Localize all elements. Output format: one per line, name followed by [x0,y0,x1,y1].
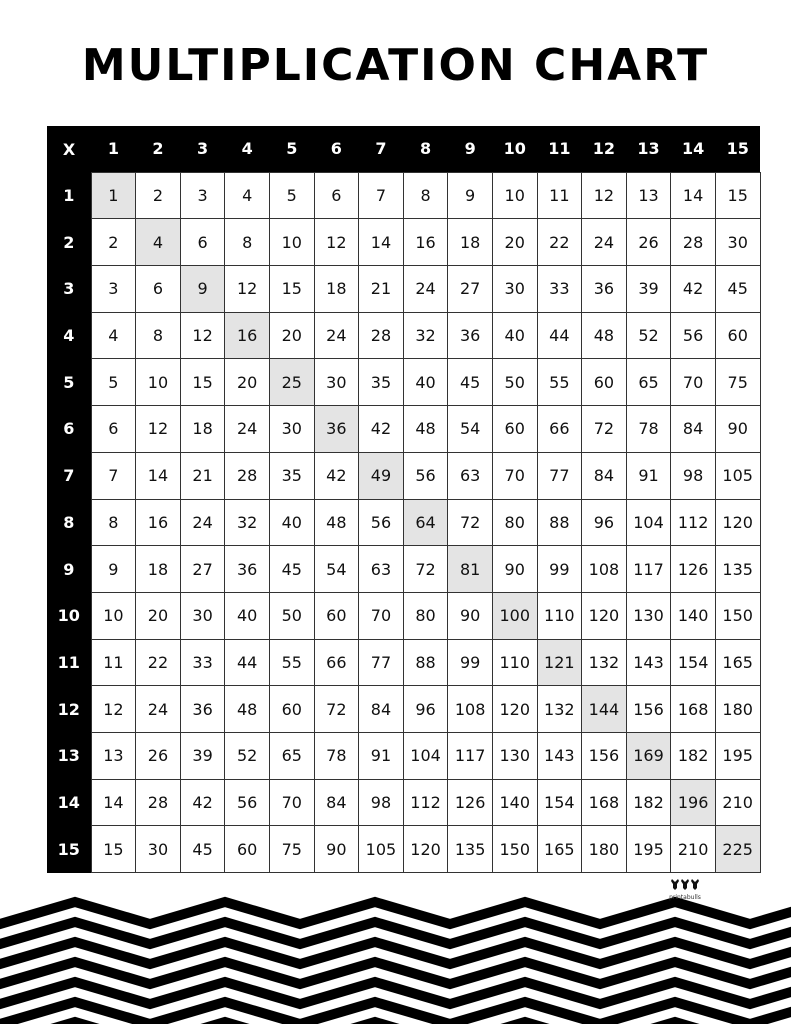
product-cell: 28 [225,452,270,499]
product-cell: 42 [314,452,359,499]
product-cell: 36 [180,686,225,733]
product-cell: 15 [269,266,314,313]
product-cell: 140 [671,592,716,639]
product-cell: 72 [314,686,359,733]
row-header: 11 [47,639,91,686]
printabulls-logo [660,876,710,901]
product-cell: 140 [492,779,537,826]
product-cell: 91 [626,452,671,499]
product-cell: 48 [314,499,359,546]
product-cell: 130 [492,732,537,779]
product-cell: 108 [582,546,627,593]
product-cell: 48 [582,312,627,359]
product-cell: 165 [537,826,582,873]
product-cell: 210 [671,826,716,873]
product-cell: 120 [403,826,448,873]
product-cell: 40 [403,359,448,406]
product-cell: 70 [359,592,404,639]
product-cell: 45 [715,266,760,313]
column-header: 15 [715,126,760,172]
square-cell: 1 [91,172,136,219]
product-cell: 15 [91,826,136,873]
product-cell: 5 [269,172,314,219]
product-cell: 21 [359,266,404,313]
table-row [47,219,760,266]
product-cell: 24 [225,406,270,453]
product-cell: 80 [403,592,448,639]
product-cell: 55 [537,359,582,406]
product-cell: 27 [180,546,225,593]
product-cell: 7 [91,452,136,499]
product-cell: 4 [225,172,270,219]
product-cell: 88 [537,499,582,546]
table-row [47,452,760,499]
product-cell: 60 [715,312,760,359]
product-cell: 112 [671,499,716,546]
chevron-pattern [0,890,791,1024]
product-cell: 110 [537,592,582,639]
product-cell: 63 [448,452,493,499]
column-header: 2 [136,126,181,172]
product-cell: 135 [448,826,493,873]
column-header: 8 [403,126,448,172]
product-cell: 65 [269,732,314,779]
product-cell: 180 [582,826,627,873]
product-cell: 66 [537,406,582,453]
product-cell: 35 [269,452,314,499]
square-cell: 196 [671,779,716,826]
product-cell: 30 [715,219,760,266]
product-cell: 32 [225,499,270,546]
square-cell: 64 [403,499,448,546]
product-cell: 168 [671,686,716,733]
column-header: 4 [225,126,270,172]
product-cell: 135 [715,546,760,593]
product-cell: 3 [180,172,225,219]
product-cell: 16 [403,219,448,266]
product-cell: 20 [492,219,537,266]
product-cell: 39 [626,266,671,313]
product-cell: 36 [448,312,493,359]
product-cell: 15 [180,359,225,406]
product-cell: 24 [403,266,448,313]
product-cell: 27 [448,266,493,313]
product-cell: 60 [492,406,537,453]
product-cell: 90 [492,546,537,593]
product-cell: 15 [715,172,760,219]
product-cell: 56 [359,499,404,546]
product-cell: 14 [359,219,404,266]
product-cell: 182 [626,779,671,826]
column-header: 9 [448,126,493,172]
product-cell: 20 [225,359,270,406]
product-cell: 105 [359,826,404,873]
product-cell: 30 [136,826,181,873]
product-cell: 10 [269,219,314,266]
product-cell: 195 [626,826,671,873]
product-cell: 30 [269,406,314,453]
product-cell: 96 [582,499,627,546]
product-cell: 156 [582,732,627,779]
product-cell: 126 [448,779,493,826]
row-header: 9 [47,546,91,593]
product-cell: 6 [91,406,136,453]
product-cell: 65 [626,359,671,406]
square-cell: 81 [448,546,493,593]
product-cell: 72 [403,546,448,593]
product-cell: 39 [180,732,225,779]
product-cell: 88 [403,639,448,686]
product-cell: 195 [715,732,760,779]
product-cell: 6 [314,172,359,219]
table-row [47,359,760,406]
column-header: 13 [626,126,671,172]
product-cell: 11 [537,172,582,219]
product-cell: 10 [492,172,537,219]
product-cell: 35 [359,359,404,406]
product-cell: 132 [582,639,627,686]
product-cell: 56 [671,312,716,359]
product-cell: 42 [671,266,716,313]
product-cell: 8 [225,219,270,266]
product-cell: 52 [626,312,671,359]
product-cell: 55 [269,639,314,686]
product-cell: 28 [671,219,716,266]
product-cell: 3 [91,266,136,313]
product-cell: 104 [403,732,448,779]
product-cell: 18 [180,406,225,453]
table-row [47,686,760,733]
table-row [47,312,760,359]
product-cell: 168 [582,779,627,826]
product-cell: 48 [403,406,448,453]
product-cell: 13 [91,732,136,779]
row-header: 1 [47,172,91,219]
square-cell: 16 [225,312,270,359]
table-row [47,266,760,313]
product-cell: 150 [492,826,537,873]
product-cell: 13 [626,172,671,219]
product-cell: 16 [136,499,181,546]
product-cell: 48 [225,686,270,733]
product-cell: 11 [91,639,136,686]
product-cell: 50 [269,592,314,639]
square-cell: 169 [626,732,671,779]
column-header: 3 [180,126,225,172]
table-row [47,779,760,826]
product-cell: 132 [537,686,582,733]
product-cell: 91 [359,732,404,779]
product-cell: 98 [671,452,716,499]
product-cell: 77 [359,639,404,686]
product-cell: 10 [91,592,136,639]
product-cell: 12 [314,219,359,266]
product-cell: 8 [136,312,181,359]
column-header: 12 [582,126,627,172]
square-cell: 225 [715,826,760,873]
product-cell: 18 [314,266,359,313]
page-title: MULTIPLICATION CHART [81,40,710,91]
product-cell: 156 [626,686,671,733]
product-cell: 45 [448,359,493,406]
product-cell: 78 [626,406,671,453]
bull-heads-icon [670,876,700,892]
product-cell: 70 [269,779,314,826]
product-cell: 26 [136,732,181,779]
square-cell: 36 [314,406,359,453]
row-header: 3 [47,266,91,313]
product-cell: 24 [180,499,225,546]
product-cell: 4 [91,312,136,359]
column-header: 7 [359,126,404,172]
product-cell: 14 [91,779,136,826]
product-cell: 22 [537,219,582,266]
product-cell: 108 [448,686,493,733]
product-cell: 12 [225,266,270,313]
product-cell: 130 [626,592,671,639]
product-cell: 66 [314,639,359,686]
product-cell: 96 [403,686,448,733]
product-cell: 90 [715,406,760,453]
product-cell: 60 [269,686,314,733]
row-header: 15 [47,826,91,873]
product-cell: 104 [626,499,671,546]
product-cell: 22 [136,639,181,686]
product-cell: 42 [359,406,404,453]
product-cell: 40 [269,499,314,546]
table-row [47,732,760,779]
product-cell: 56 [403,452,448,499]
product-cell: 18 [448,219,493,266]
product-cell: 28 [136,779,181,826]
product-cell: 12 [136,406,181,453]
product-cell: 24 [314,312,359,359]
multiplication-table [47,126,761,873]
row-header: 13 [47,732,91,779]
product-cell: 98 [359,779,404,826]
product-cell: 120 [582,592,627,639]
column-header: 1 [91,126,136,172]
product-cell: 9 [91,546,136,593]
product-cell: 120 [715,499,760,546]
product-cell: 44 [225,639,270,686]
product-cell: 10 [136,359,181,406]
product-cell: 90 [448,592,493,639]
square-cell: 121 [537,639,582,686]
product-cell: 6 [136,266,181,313]
product-cell: 72 [448,499,493,546]
product-cell: 105 [715,452,760,499]
column-header: 10 [492,126,537,172]
product-cell: 40 [492,312,537,359]
product-cell: 84 [671,406,716,453]
product-cell: 84 [359,686,404,733]
product-cell: 210 [715,779,760,826]
product-cell: 75 [715,359,760,406]
column-header: 11 [537,126,582,172]
product-cell: 126 [671,546,716,593]
logo-text: printabulls [669,894,701,901]
product-cell: 180 [715,686,760,733]
corner-label: X [47,126,91,172]
product-cell: 42 [180,779,225,826]
product-cell: 2 [136,172,181,219]
product-cell: 165 [715,639,760,686]
table-row [47,592,760,639]
product-cell: 99 [448,639,493,686]
product-cell: 28 [359,312,404,359]
product-cell: 7 [359,172,404,219]
product-cell: 24 [136,686,181,733]
row-header: 2 [47,219,91,266]
product-cell: 120 [492,686,537,733]
product-cell: 150 [715,592,760,639]
product-cell: 12 [582,172,627,219]
product-cell: 112 [403,779,448,826]
product-cell: 2 [91,219,136,266]
column-header: 14 [671,126,716,172]
product-cell: 36 [582,266,627,313]
square-cell: 4 [136,219,181,266]
product-cell: 60 [225,826,270,873]
product-cell: 60 [314,592,359,639]
product-cell: 33 [180,639,225,686]
row-header: 8 [47,499,91,546]
row-header: 14 [47,779,91,826]
column-header: 6 [314,126,359,172]
product-cell: 84 [314,779,359,826]
product-cell: 33 [537,266,582,313]
table-row [47,499,760,546]
product-cell: 110 [492,639,537,686]
row-header: 7 [47,452,91,499]
product-cell: 30 [314,359,359,406]
product-cell: 44 [537,312,582,359]
product-cell: 26 [626,219,671,266]
product-cell: 32 [403,312,448,359]
product-cell: 70 [492,452,537,499]
table-row [47,406,760,453]
row-header: 5 [47,359,91,406]
product-cell: 12 [180,312,225,359]
product-cell: 20 [136,592,181,639]
product-cell: 20 [269,312,314,359]
product-cell: 72 [582,406,627,453]
product-cell: 12 [91,686,136,733]
product-cell: 8 [91,499,136,546]
product-cell: 63 [359,546,404,593]
square-cell: 49 [359,452,404,499]
product-cell: 30 [492,266,537,313]
product-cell: 143 [537,732,582,779]
product-cell: 70 [671,359,716,406]
square-cell: 25 [269,359,314,406]
product-cell: 154 [671,639,716,686]
product-cell: 99 [537,546,582,593]
product-cell: 40 [225,592,270,639]
product-cell: 78 [314,732,359,779]
product-cell: 6 [180,219,225,266]
product-cell: 143 [626,639,671,686]
row-header: 4 [47,312,91,359]
header-row [47,126,760,172]
table-row [47,639,760,686]
table-row [47,826,760,873]
product-cell: 54 [314,546,359,593]
product-cell: 50 [492,359,537,406]
product-cell: 45 [180,826,225,873]
product-cell: 18 [136,546,181,593]
row-header: 6 [47,406,91,453]
product-cell: 117 [448,732,493,779]
product-cell: 30 [180,592,225,639]
product-cell: 14 [136,452,181,499]
product-cell: 8 [403,172,448,219]
product-cell: 52 [225,732,270,779]
table-row [47,546,760,593]
product-cell: 77 [537,452,582,499]
product-cell: 117 [626,546,671,593]
row-header: 12 [47,686,91,733]
table-body [47,172,760,872]
product-cell: 21 [180,452,225,499]
table-row [47,172,760,219]
product-cell: 45 [269,546,314,593]
square-cell: 100 [492,592,537,639]
product-cell: 54 [448,406,493,453]
product-cell: 154 [537,779,582,826]
product-cell: 80 [492,499,537,546]
product-cell: 14 [671,172,716,219]
product-cell: 60 [582,359,627,406]
product-cell: 75 [269,826,314,873]
square-cell: 144 [582,686,627,733]
product-cell: 84 [582,452,627,499]
column-header: 5 [269,126,314,172]
product-cell: 24 [582,219,627,266]
product-cell: 56 [225,779,270,826]
product-cell: 36 [225,546,270,593]
product-cell: 90 [314,826,359,873]
row-header: 10 [47,592,91,639]
square-cell: 9 [180,266,225,313]
product-cell: 9 [448,172,493,219]
product-cell: 5 [91,359,136,406]
product-cell: 182 [671,732,716,779]
